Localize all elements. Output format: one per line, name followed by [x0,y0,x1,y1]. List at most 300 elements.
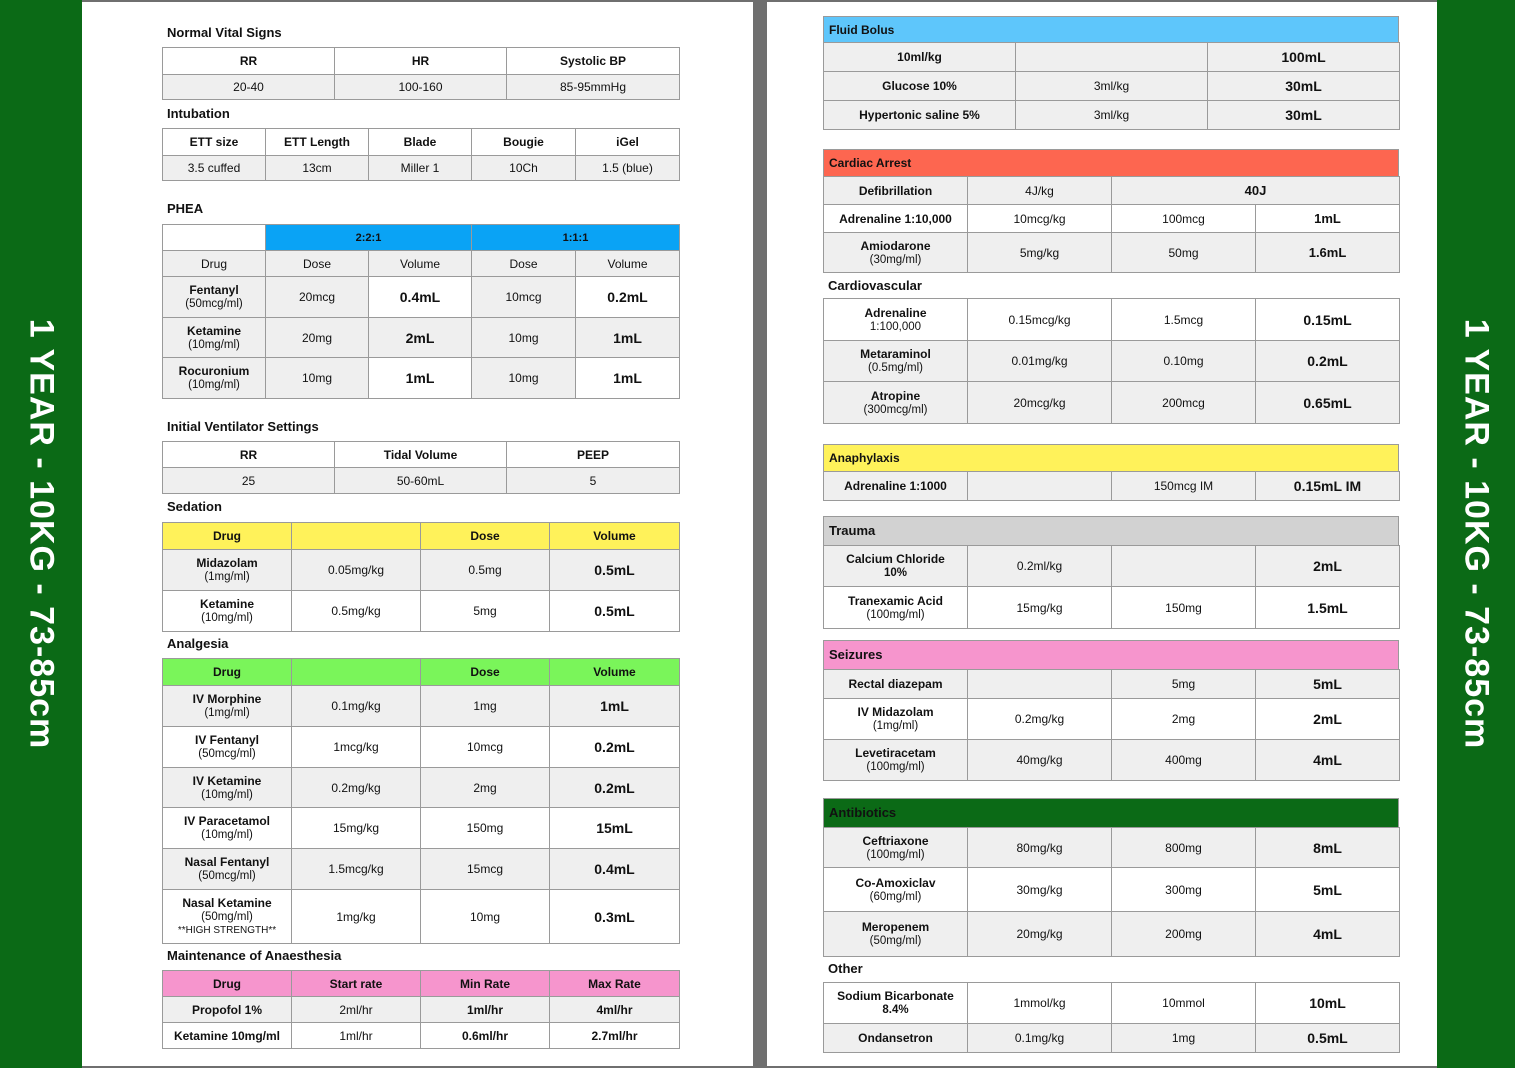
drug-cell [163,727,292,768]
min-rate-cell: 0.6ml/hr [421,1023,550,1049]
section-header-cardiac-arrest: Cardiac Arrest [823,149,1399,176]
table-row [824,546,1400,587]
per-kg-cell: 1mg/kg [292,890,421,944]
volume-cell: 0.5mL [550,591,680,632]
drug-concentration: (10mg/ml) [201,612,253,624]
dose-cell: 1mg [1112,1024,1256,1053]
drug-cell [824,699,968,740]
volume-cell: 1.6mL [1256,233,1400,273]
header-cell: ETT Length [266,129,369,156]
section-title-cardiovascular: Cardiovascular [828,278,922,293]
drug-name: IV Fentanyl [194,733,259,747]
table-header-row [163,48,680,75]
drug-cell: 10ml/kg [824,43,1016,72]
dose-cell: 2mg [1112,699,1256,740]
table-row [824,670,1400,699]
per-kg-cell: 0.1mg/kg [968,1024,1112,1053]
side-banner-text: 1 YEAR - 10KG - 73-85cm [1457,318,1496,750]
header-cell: iGel [576,129,680,156]
drug-concentration: (100mg/ml) [866,848,925,861]
table-row [163,1023,680,1049]
table-row [824,177,1400,205]
drug-concentration: (0.5mg/ml) [868,362,923,374]
table-row [824,868,1400,912]
drug-concentration: 8.4% [882,1004,909,1016]
table-row [163,997,680,1023]
table-row [824,587,1400,629]
drug-cell [163,358,266,399]
header-cell: Drug [163,971,292,997]
dose-cell: 150mg [1112,587,1256,629]
table-header-row [163,129,680,156]
table-row [163,727,680,768]
drug-concentration: (300mcg/ml) [863,403,928,416]
dose-cell: 10mmol [1112,983,1256,1024]
header-cell: Dose [472,251,576,277]
section-title-maintenance: Maintenance of Anaesthesia [167,948,342,963]
drug-name: Amiodarone [860,238,931,253]
header-cell: Volume [576,251,680,277]
table-row [824,233,1400,273]
drug-name: Adrenaline [864,305,927,320]
drug-cell [824,382,968,424]
per-kg-cell: 30mg/kg [968,868,1112,912]
dose-cell: 400mg [1112,740,1256,781]
per-kg-cell: 5mg/kg [968,233,1112,273]
volume-cell: 100mL [1208,43,1400,72]
header-cell: Max Rate [550,971,680,997]
table-row [163,768,680,808]
section-title-sedation: Sedation [167,499,222,514]
volume-cell: 2mL [1256,699,1400,740]
value-cell: 25 [163,468,335,494]
per-kg-cell: 1mcg/kg [292,727,421,768]
dose-cell: 150mcg IM [1112,472,1256,501]
header-cell: Volume [550,659,680,686]
section-header-trauma: Trauma [823,516,1399,545]
dose-cell: 20mg [266,318,369,358]
drug-cell [824,299,968,341]
drug-cell [824,868,968,912]
drug-cell: Ketamine 10mg/ml [163,1023,292,1049]
drug-cell: Adrenaline 1:1000 [824,472,968,501]
volume-cell: 10mL [1256,983,1400,1024]
dose-cell: 1.5mcg [1112,299,1256,341]
drug-concentration: (50mcg/ml) [198,748,256,760]
drug-concentration: (1mg/ml) [872,720,919,732]
per-kg-cell: 1.5mcg/kg [292,849,421,890]
per-kg-cell: 0.05mg/kg [292,550,421,591]
header-cell: Blade [369,129,472,156]
drug-cell [824,341,968,382]
drug-name: Tranexamic Acid [848,593,943,608]
header-cell: PEEP [507,442,680,468]
drug-cell: Rectal diazepam [824,670,968,699]
table-header-row [163,442,680,468]
volume-cell: 30mL [1208,101,1400,130]
drug-cell [163,277,266,318]
header-cell: HR [335,48,507,75]
table-header-row [163,523,680,550]
anaphylaxis-table [823,471,1400,501]
dose-cell: 150mg [421,808,550,849]
drug-name: Calcium Chloride [846,552,945,566]
volume-cell: 1mL [1256,205,1400,233]
analgesia-table [162,658,680,944]
cardiac-arrest-table [823,176,1400,273]
volume-cell: 1mL [550,686,680,727]
per-kg-cell: 0.2mg/kg [968,699,1112,740]
value-cell: 50-60mL [335,468,507,494]
table-row [163,591,680,632]
section-title-analgesia: Analgesia [167,636,229,651]
table-header-row [163,251,680,277]
dose-cell: 5mg [1112,670,1256,699]
side-banner-right [1437,0,1515,1068]
per-kg-cell: 3ml/kg [1016,101,1208,130]
dose-cell: 50mg [1112,233,1256,273]
seizures-table [823,669,1400,781]
drug-name: Nasal Ketamine [182,895,272,910]
per-kg-cell: 15mg/kg [292,808,421,849]
table-row [824,828,1400,868]
dose-cell: 15mcg [421,849,550,890]
header-cell: RR [163,442,335,468]
table-row [824,912,1400,957]
header-cell: RR [163,48,335,75]
volume-cell: 0.4mL [550,849,680,890]
header-cell [292,659,421,686]
per-kg-cell: 1mmol/kg [968,983,1112,1024]
section-header-antibiotics: Antibiotics [823,798,1399,827]
fluid-bolus-table [823,42,1400,130]
volume-cell: 1mL [576,318,680,358]
dose-cell: 800mg [1112,828,1256,868]
header-cell: Tidal Volume [335,442,507,468]
drug-cell [163,591,292,632]
header-cell: Systolic BP [507,48,680,75]
max-rate-cell: 2.7ml/hr [550,1023,680,1049]
table-row [163,277,680,318]
drug-cell [163,318,266,358]
header-cell: ETT size [163,129,266,156]
volume-cell: 0.65mL [1256,382,1400,424]
section-title-intubation: Intubation [167,106,230,121]
header-cell: Dose [266,251,369,277]
page-right [767,2,1437,1066]
per-kg-cell: 10mcg/kg [968,205,1112,233]
table-row [163,75,680,100]
header-cell: Volume [550,523,680,550]
max-rate-cell: 4ml/hr [550,997,680,1023]
per-kg-cell [968,472,1112,501]
dose-cell: 10mcg [472,277,576,318]
ratio-header: 2:2:1 [266,225,472,251]
drug-concentration: (1mg/ml) [204,707,250,719]
per-kg-cell: 0.01mg/kg [968,341,1112,382]
table-row [163,156,680,181]
volume-cell: 2mL [1256,546,1400,587]
drug-name: IV Paracetamol [183,814,271,828]
table-row [163,318,680,358]
drug-name: Levetiracetam [855,746,936,760]
dose-cell: 10mg [266,358,369,399]
drug-concentration: (1mg/ml) [204,571,250,583]
per-kg-cell: 20mg/kg [968,912,1112,957]
table-header-row [163,971,680,997]
per-kg-cell: 4J/kg [968,177,1112,205]
value-cell: 1.5 (blue) [576,156,680,181]
section-header-anaphylaxis: Anaphylaxis [823,444,1399,471]
drug-cell: Hypertonic saline 5% [824,101,1016,130]
drug-name: Co-Amoxiclav [855,875,936,890]
value-cell: 100-160 [335,75,507,100]
drug-name: Sodium Bicarbonate [837,989,954,1003]
min-rate-cell: 1ml/hr [421,997,550,1023]
drug-name: Ketamine [186,323,242,338]
drug-name: Fentanyl [189,283,239,297]
volume-cell: 0.15mL IM [1256,472,1400,501]
value-cell: Miller 1 [369,156,472,181]
dose-cell: 10mg [472,318,576,358]
drug-name: Rocuronium [178,364,250,378]
per-kg-cell: 0.5mg/kg [292,591,421,632]
drug-cell: Defibrillation [824,177,968,205]
drug-cell: Adrenaline 1:10,000 [824,205,968,233]
drug-cell [163,768,292,808]
per-kg-cell: 80mg/kg [968,828,1112,868]
table-row [163,550,680,591]
energy-cell: 40J [1112,177,1400,205]
vital-signs-table [162,47,680,100]
drug-name: IV Ketamine [192,773,262,788]
drug-cell [163,849,292,890]
table-row [824,472,1400,501]
dose-cell: 2mg [421,768,550,808]
header-cell: Bougie [472,129,576,156]
volume-cell: 1mL [369,358,472,399]
drug-cell [824,587,968,629]
section-title-phea: PHEA [167,201,204,216]
value-cell: 10Ch [472,156,576,181]
volume-cell: 0.5mL [550,550,680,591]
ratio-header: 1:1:1 [472,225,680,251]
dose-cell: 10mg [472,358,576,399]
volume-cell: 0.4mL [369,277,472,318]
table-row [824,1024,1400,1053]
per-kg-cell [968,670,1112,699]
drug-cell [824,983,968,1024]
side-banner-text: 1 YEAR - 10KG - 73-85cm [22,318,61,750]
dose-cell: 10mg [421,890,550,944]
table-row [163,849,680,890]
ratio-header-row [163,225,680,251]
drug-concentration: 10% [883,567,908,579]
high-strength-note: **HIGH STRENGTH** [177,924,277,936]
other-table [823,982,1400,1053]
section-header-seizures: Seizures [823,640,1399,669]
dose-cell: 100mcg [1112,205,1256,233]
drug-concentration: 1:100,000 [869,320,922,333]
page-left [82,2,753,1066]
trauma-table [823,545,1400,629]
header-cell: Drug [163,251,266,277]
drug-cell [163,686,292,727]
dose-cell: 0.10mg [1112,341,1256,382]
section-title-other: Other [828,961,863,976]
per-kg-cell: 0.15mcg/kg [968,299,1112,341]
ventilator-table [162,441,680,494]
drug-name: Midazolam [196,556,258,570]
table-row [163,468,680,494]
header-cell: Min Rate [421,971,550,997]
drug-cell [824,912,968,957]
volume-cell: 0.2mL [550,727,680,768]
drug-name: Ceftriaxone [862,833,929,848]
drug-concentration: (100mg/ml) [866,608,925,621]
drug-cell [824,740,968,781]
dose-cell: 0.5mg [421,550,550,591]
dose-cell: 20mcg [266,277,369,318]
drug-concentration: (10mg/ml) [201,788,253,801]
per-kg-cell: 15mg/kg [968,587,1112,629]
table-row [163,686,680,727]
table-row [824,72,1400,101]
volume-cell: 15mL [550,808,680,849]
section-header-fluid-bolus: Fluid Bolus [823,16,1399,42]
table-row [163,358,680,399]
volume-cell: 4mL [1256,912,1400,957]
drug-concentration: (10mg/ml) [188,379,240,391]
dose-cell: 200mg [1112,912,1256,957]
table-row [824,382,1400,424]
drug-name: IV Midazolam [857,705,934,719]
drug-cell: Glucose 10% [824,72,1016,101]
drug-concentration: (50mg/ml) [869,935,922,947]
drug-cell [824,828,968,868]
section-title-ventilator: Initial Ventilator Settings [167,419,319,434]
table-header-row [163,659,680,686]
value-cell: 13cm [266,156,369,181]
value-cell: 20-40 [163,75,335,100]
table-row [824,205,1400,233]
value-cell: 85-95mmHg [507,75,680,100]
per-kg-cell [1016,43,1208,72]
dose-cell: 300mg [1112,868,1256,912]
volume-cell: 5mL [1256,868,1400,912]
start-rate-cell: 1ml/hr [292,1023,421,1049]
empty-cell [163,225,266,251]
drug-concentration: (10mg/ml) [188,338,240,351]
drug-cell [163,550,292,591]
intubation-table [162,128,680,181]
table-row [824,299,1400,341]
section-title-vital-signs: Normal Vital Signs [167,25,282,40]
table-row [824,740,1400,781]
volume-cell: 1.5mL [1256,587,1400,629]
volume-cell: 0.2mL [550,768,680,808]
per-kg-cell: 20mcg/kg [968,382,1112,424]
side-banner-left [0,0,82,1068]
drug-concentration: (100mg/ml) [866,761,925,773]
drug-cell [163,808,292,849]
table-row [163,890,680,944]
volume-cell: 0.5mL [1256,1024,1400,1053]
volume-cell: 0.2mL [576,277,680,318]
table-row [163,808,680,849]
drug-name: IV Morphine [192,692,262,706]
volume-cell: 0.15mL [1256,299,1400,341]
start-rate-cell: 2ml/hr [292,997,421,1023]
maintenance-table [162,970,680,1049]
per-kg-cell: 0.1mg/kg [292,686,421,727]
drug-name: Ketamine [199,597,255,611]
drug-concentration: (50mcg/ml) [185,298,243,310]
volume-cell: 30mL [1208,72,1400,101]
drug-cell [824,233,968,273]
drug-cell: Ondansetron [824,1024,968,1053]
dose-cell: 1mg [421,686,550,727]
volume-cell: 8mL [1256,828,1400,868]
dose-cell: 10mcg [421,727,550,768]
drug-name: Atropine [870,388,921,403]
header-cell: Start rate [292,971,421,997]
table-row [824,699,1400,740]
volume-cell: 2mL [369,318,472,358]
drug-name: Meropenem [861,920,930,934]
header-cell: Volume [369,251,472,277]
table-row [824,983,1400,1024]
per-kg-cell: 3ml/kg [1016,72,1208,101]
volume-cell: 5mL [1256,670,1400,699]
dose-cell: 5mg [421,591,550,632]
value-cell: 5 [507,468,680,494]
table-row [824,101,1400,130]
per-kg-cell: 0.2mg/kg [292,768,421,808]
header-cell: Dose [421,659,550,686]
drug-concentration: (50mcg/ml) [198,870,256,882]
dose-cell [1112,546,1256,587]
per-kg-cell: 40mg/kg [968,740,1112,781]
volume-cell: 4mL [1256,740,1400,781]
table-row [824,43,1400,72]
drug-cell [824,546,968,587]
drug-concentration: (60mg/ml) [869,890,922,903]
drug-name: Metaraminol [860,347,931,361]
volume-cell: 0.3mL [550,890,680,944]
volume-cell: 0.2mL [1256,341,1400,382]
volume-cell: 1mL [576,358,680,399]
phea-table [162,224,680,399]
drug-concentration: (30mg/ml) [869,253,922,266]
header-cell: Drug [163,523,292,550]
drug-concentration: (10mg/ml) [201,829,253,841]
drug-concentration: (50mg/ml) [201,910,253,923]
header-cell: Drug [163,659,292,686]
dose-cell: 200mcg [1112,382,1256,424]
antibiotics-table [823,827,1400,957]
drug-cell [163,890,292,944]
header-cell [292,523,421,550]
drug-name: Nasal Fentanyl [184,855,270,869]
cardiovascular-table [823,298,1400,424]
sedation-table [162,522,680,632]
per-kg-cell: 0.2ml/kg [968,546,1112,587]
drug-cell: Propofol 1% [163,997,292,1023]
value-cell: 3.5 cuffed [163,156,266,181]
header-cell: Dose [421,523,550,550]
table-row [824,341,1400,382]
